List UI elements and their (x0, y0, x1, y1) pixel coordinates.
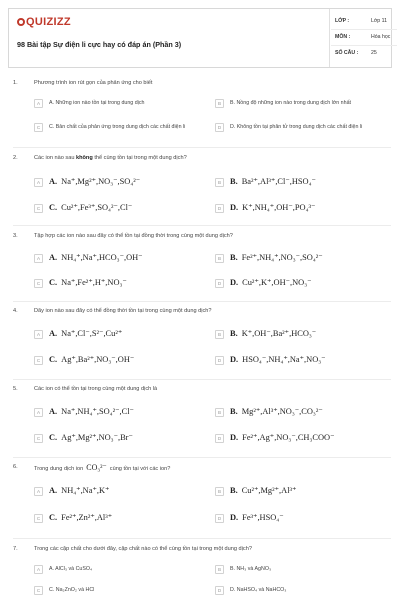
option-badge: D (215, 434, 224, 443)
option-badge: D (215, 586, 224, 595)
option-text: Ag⁺,Ba²⁺,NO₃⁻,OH⁻ (61, 354, 135, 364)
option-label: D. (230, 354, 239, 364)
option-label: A. (49, 328, 58, 338)
option-text: Cu²⁺,Fe³⁺,SO₄²⁻,Cl⁻ (61, 202, 133, 212)
meta-key: LỚP : (335, 18, 350, 24)
option-label: C. (49, 202, 58, 212)
option-badge: D (215, 514, 224, 523)
option-formula (49, 328, 123, 338)
option-text: Fe²⁺,Zn²⁺,Al³⁺ (61, 512, 113, 522)
question-text-part: Trong dung dịch ion (34, 466, 84, 472)
option-text: NH₄⁺,Na⁺,K⁺ (61, 485, 110, 495)
logo-text: QUIZIZZ (26, 16, 71, 28)
option-text: B. Nồng độ những ion nào trong dung dịch lớn nhất (230, 99, 351, 106)
option-b[interactable] (215, 250, 391, 266)
option-formula (230, 485, 297, 495)
option-text: Ba²⁺,Al³⁺,Cl⁻,HSO₄⁻ (241, 176, 316, 186)
option-text: D. NaHSO₄ và NaHCO₃ (230, 586, 287, 593)
option-text: Cu²⁺,K⁺,OH⁻,NO₃⁻ (242, 277, 312, 287)
option-badge: A (34, 487, 43, 496)
option-badge: C (34, 514, 43, 523)
option-label: C. (49, 432, 58, 442)
option-text: D. Không tồn tại phân tử trong dung dịch các chất điện li (230, 123, 363, 130)
option-formula (49, 354, 135, 364)
option-label: B. (230, 252, 238, 262)
option-formula (49, 202, 133, 212)
question-separator (13, 147, 391, 148)
option-badge: D (215, 204, 224, 213)
document-header (8, 8, 392, 68)
option-badge: C (34, 279, 43, 288)
option-formula (49, 432, 133, 442)
option-label: B. (230, 328, 238, 338)
option-text: HSO₄⁻,NH₄⁺,Na⁺,NO₃⁻ (242, 354, 326, 364)
question-text-part: thể cùng tồn tại trong một dung dịch? (92, 155, 187, 161)
option-d[interactable] (215, 352, 391, 368)
option-a[interactable] (34, 326, 206, 342)
meta-value: Hóa học (371, 34, 391, 40)
question-separator (13, 301, 391, 302)
option-label: C. (49, 277, 58, 287)
option-text: Na⁺,Fe²⁺,H⁺,NO₃⁻ (61, 277, 127, 287)
option-formula (230, 432, 335, 442)
option-formula (49, 176, 141, 186)
option-d[interactable] (215, 200, 391, 216)
option-formula (230, 202, 316, 212)
option-badge: B (215, 565, 224, 574)
question-text-part: Các ion nào sau (34, 155, 76, 161)
option-c[interactable] (34, 275, 206, 291)
meta-divider-line (331, 29, 397, 30)
option-badge: C (34, 356, 43, 365)
meta-value: Lớp 11 (371, 18, 387, 24)
option-d[interactable] (215, 510, 391, 526)
question-text: Các ion có thể tồn tại trong cùng một dung dịch là (34, 386, 158, 392)
option-text: Na⁺,Mg²⁺,NO₃⁻,SO₄²⁻ (61, 176, 141, 186)
option-c[interactable] (34, 430, 206, 446)
question-number: 5. (13, 386, 18, 392)
option-b[interactable] (215, 95, 391, 111)
option-d[interactable] (215, 430, 391, 446)
option-label: D. (230, 512, 239, 522)
option-formula (49, 512, 113, 522)
option-d[interactable] (215, 275, 391, 291)
option-text: B. NH₃ và AgNO₃ (230, 565, 272, 572)
option-a[interactable] (34, 174, 206, 190)
option-formula (49, 277, 127, 287)
option-label: C. (49, 512, 58, 522)
option-b[interactable] (215, 561, 391, 577)
question-inline-formula: CO₃²⁻ (86, 463, 107, 472)
option-text: Fe²⁺,NH₄⁺,NO₃⁻,SO₄²⁻ (241, 252, 323, 262)
option-badge: B (215, 178, 224, 187)
option-formula (49, 485, 110, 495)
option-label: B. (230, 485, 238, 495)
option-formula (49, 252, 143, 262)
option-badge: A (34, 565, 43, 574)
option-formula (230, 176, 316, 186)
option-badge: B (215, 254, 224, 263)
option-text: NH₄⁺,Na⁺,HCO₃⁻,OH⁻ (61, 252, 143, 262)
question-number: 6. (13, 464, 18, 470)
question-separator (13, 457, 391, 458)
option-label: C. (49, 354, 58, 364)
option-badge: C (34, 434, 43, 443)
option-text: Na⁺,Cl⁻,S²⁻,Cu²⁺ (61, 328, 123, 338)
option-badge: A (34, 254, 43, 263)
option-label: A. (49, 485, 58, 495)
option-badge: B (215, 99, 224, 108)
option-label: D. (230, 202, 239, 212)
option-formula (49, 406, 134, 416)
option-a[interactable] (34, 483, 206, 499)
option-b[interactable] (215, 174, 391, 190)
option-b[interactable] (215, 326, 391, 342)
option-text: C. Na₂ZnO₂ và HCl (49, 586, 95, 593)
option-badge: B (215, 330, 224, 339)
option-text: Na⁺,NH₄⁺,SO₄²⁻,Cl⁻ (61, 406, 134, 416)
option-b[interactable] (215, 483, 391, 499)
option-c[interactable] (34, 352, 206, 368)
meta-key: MÔN : (335, 34, 351, 40)
option-text: A. AlCl₃ và CuSO₄ (49, 565, 93, 572)
question-text: Phương trình ion rút gọn của phản ứng cho biết (34, 80, 153, 86)
option-text: Cu²⁺,Mg²⁺,Al³⁺ (241, 485, 297, 495)
option-formula (230, 512, 284, 522)
option-badge: C (34, 204, 43, 213)
option-c[interactable] (34, 582, 206, 598)
question-separator (13, 538, 391, 539)
option-label: D. (230, 432, 239, 442)
question-text (34, 155, 187, 161)
meta-divider (329, 9, 330, 67)
document-title: 98 Bài tập Sự điện li cực hay có đáp án (Phần 3) (17, 40, 182, 49)
option-d[interactable] (215, 119, 391, 135)
option-formula (230, 354, 326, 364)
option-c[interactable] (34, 510, 206, 526)
option-text: C. Bản chất của phản ứng trong dung dịch các chất điện li (49, 123, 186, 130)
question-text (34, 463, 170, 472)
option-b[interactable] (215, 404, 391, 420)
option-badge: C (34, 586, 43, 595)
option-label: B. (230, 176, 238, 186)
option-a[interactable] (34, 561, 206, 577)
option-label: A. (49, 252, 58, 262)
question-number: 1. (13, 80, 18, 86)
option-formula (230, 406, 323, 416)
logo-q-mark-icon (17, 18, 25, 26)
option-badge: D (215, 123, 224, 132)
option-label: D. (230, 277, 239, 287)
question-number: 3. (13, 233, 18, 239)
meta-value: 25 (371, 50, 377, 56)
question-text-emphasis: không (75, 155, 93, 161)
option-text: Mg²⁺,Al³⁺,NO₃⁻,CO₃²⁻ (241, 406, 323, 416)
question-text: Dãy ion nào sau đây có thể đồng thời tồn tại trong cùng một dung dịch? (34, 308, 212, 314)
option-text: K⁺,OH⁻,Ba²⁺,HCO₃⁻ (241, 328, 317, 338)
option-formula (230, 328, 317, 338)
option-label: B. (230, 406, 238, 416)
option-text: K⁺,NH₄⁺,OH⁻,PO₄³⁻ (242, 202, 316, 212)
option-text: A. Những ion nào tồn tại trong dung dịch (49, 99, 145, 106)
question-number: 4. (13, 308, 18, 314)
meta-key: SỐ CÂU : (335, 50, 359, 56)
option-badge: A (34, 178, 43, 187)
quizizz-logo (17, 16, 71, 28)
option-text: Ag⁺,Mg²⁺,NO₃⁻,Br⁻ (61, 432, 133, 442)
question-separator (13, 379, 391, 380)
question-text: Trong các cặp chất cho dưới đây, cặp chất nào có thể cùng tồn tại trong một dung dịch? (34, 546, 252, 552)
option-a[interactable] (34, 250, 206, 266)
option-text: Fe²⁺,Ag⁺,NO₃⁻,CH₃COO⁻ (242, 432, 335, 442)
option-formula (230, 252, 323, 262)
option-badge: B (215, 408, 224, 417)
option-badge: B (215, 487, 224, 496)
option-d[interactable] (215, 582, 391, 598)
question-text-part: cùng tồn tại với các ion? (109, 466, 171, 472)
option-badge: A (34, 330, 43, 339)
option-badge: D (215, 279, 224, 288)
option-badge: D (215, 356, 224, 365)
question-number: 7. (13, 546, 18, 552)
option-c[interactable] (34, 200, 206, 216)
option-formula (230, 277, 312, 287)
question-separator (13, 225, 391, 226)
meta-divider-line (331, 45, 397, 46)
option-label: A. (49, 176, 58, 186)
option-badge: A (34, 408, 43, 417)
option-text: Fe³⁺,HSO₄⁻ (242, 512, 284, 522)
option-c[interactable] (34, 119, 206, 135)
question-text: Tập hợp các ion nào sau đây có thể tồn tại đồng thời trong cùng một dung dịch? (34, 233, 233, 239)
option-badge: A (34, 99, 43, 108)
option-a[interactable] (34, 404, 206, 420)
option-a[interactable] (34, 95, 206, 111)
option-badge: C (34, 123, 43, 132)
question-number: 2. (13, 155, 18, 161)
option-label: A. (49, 406, 58, 416)
